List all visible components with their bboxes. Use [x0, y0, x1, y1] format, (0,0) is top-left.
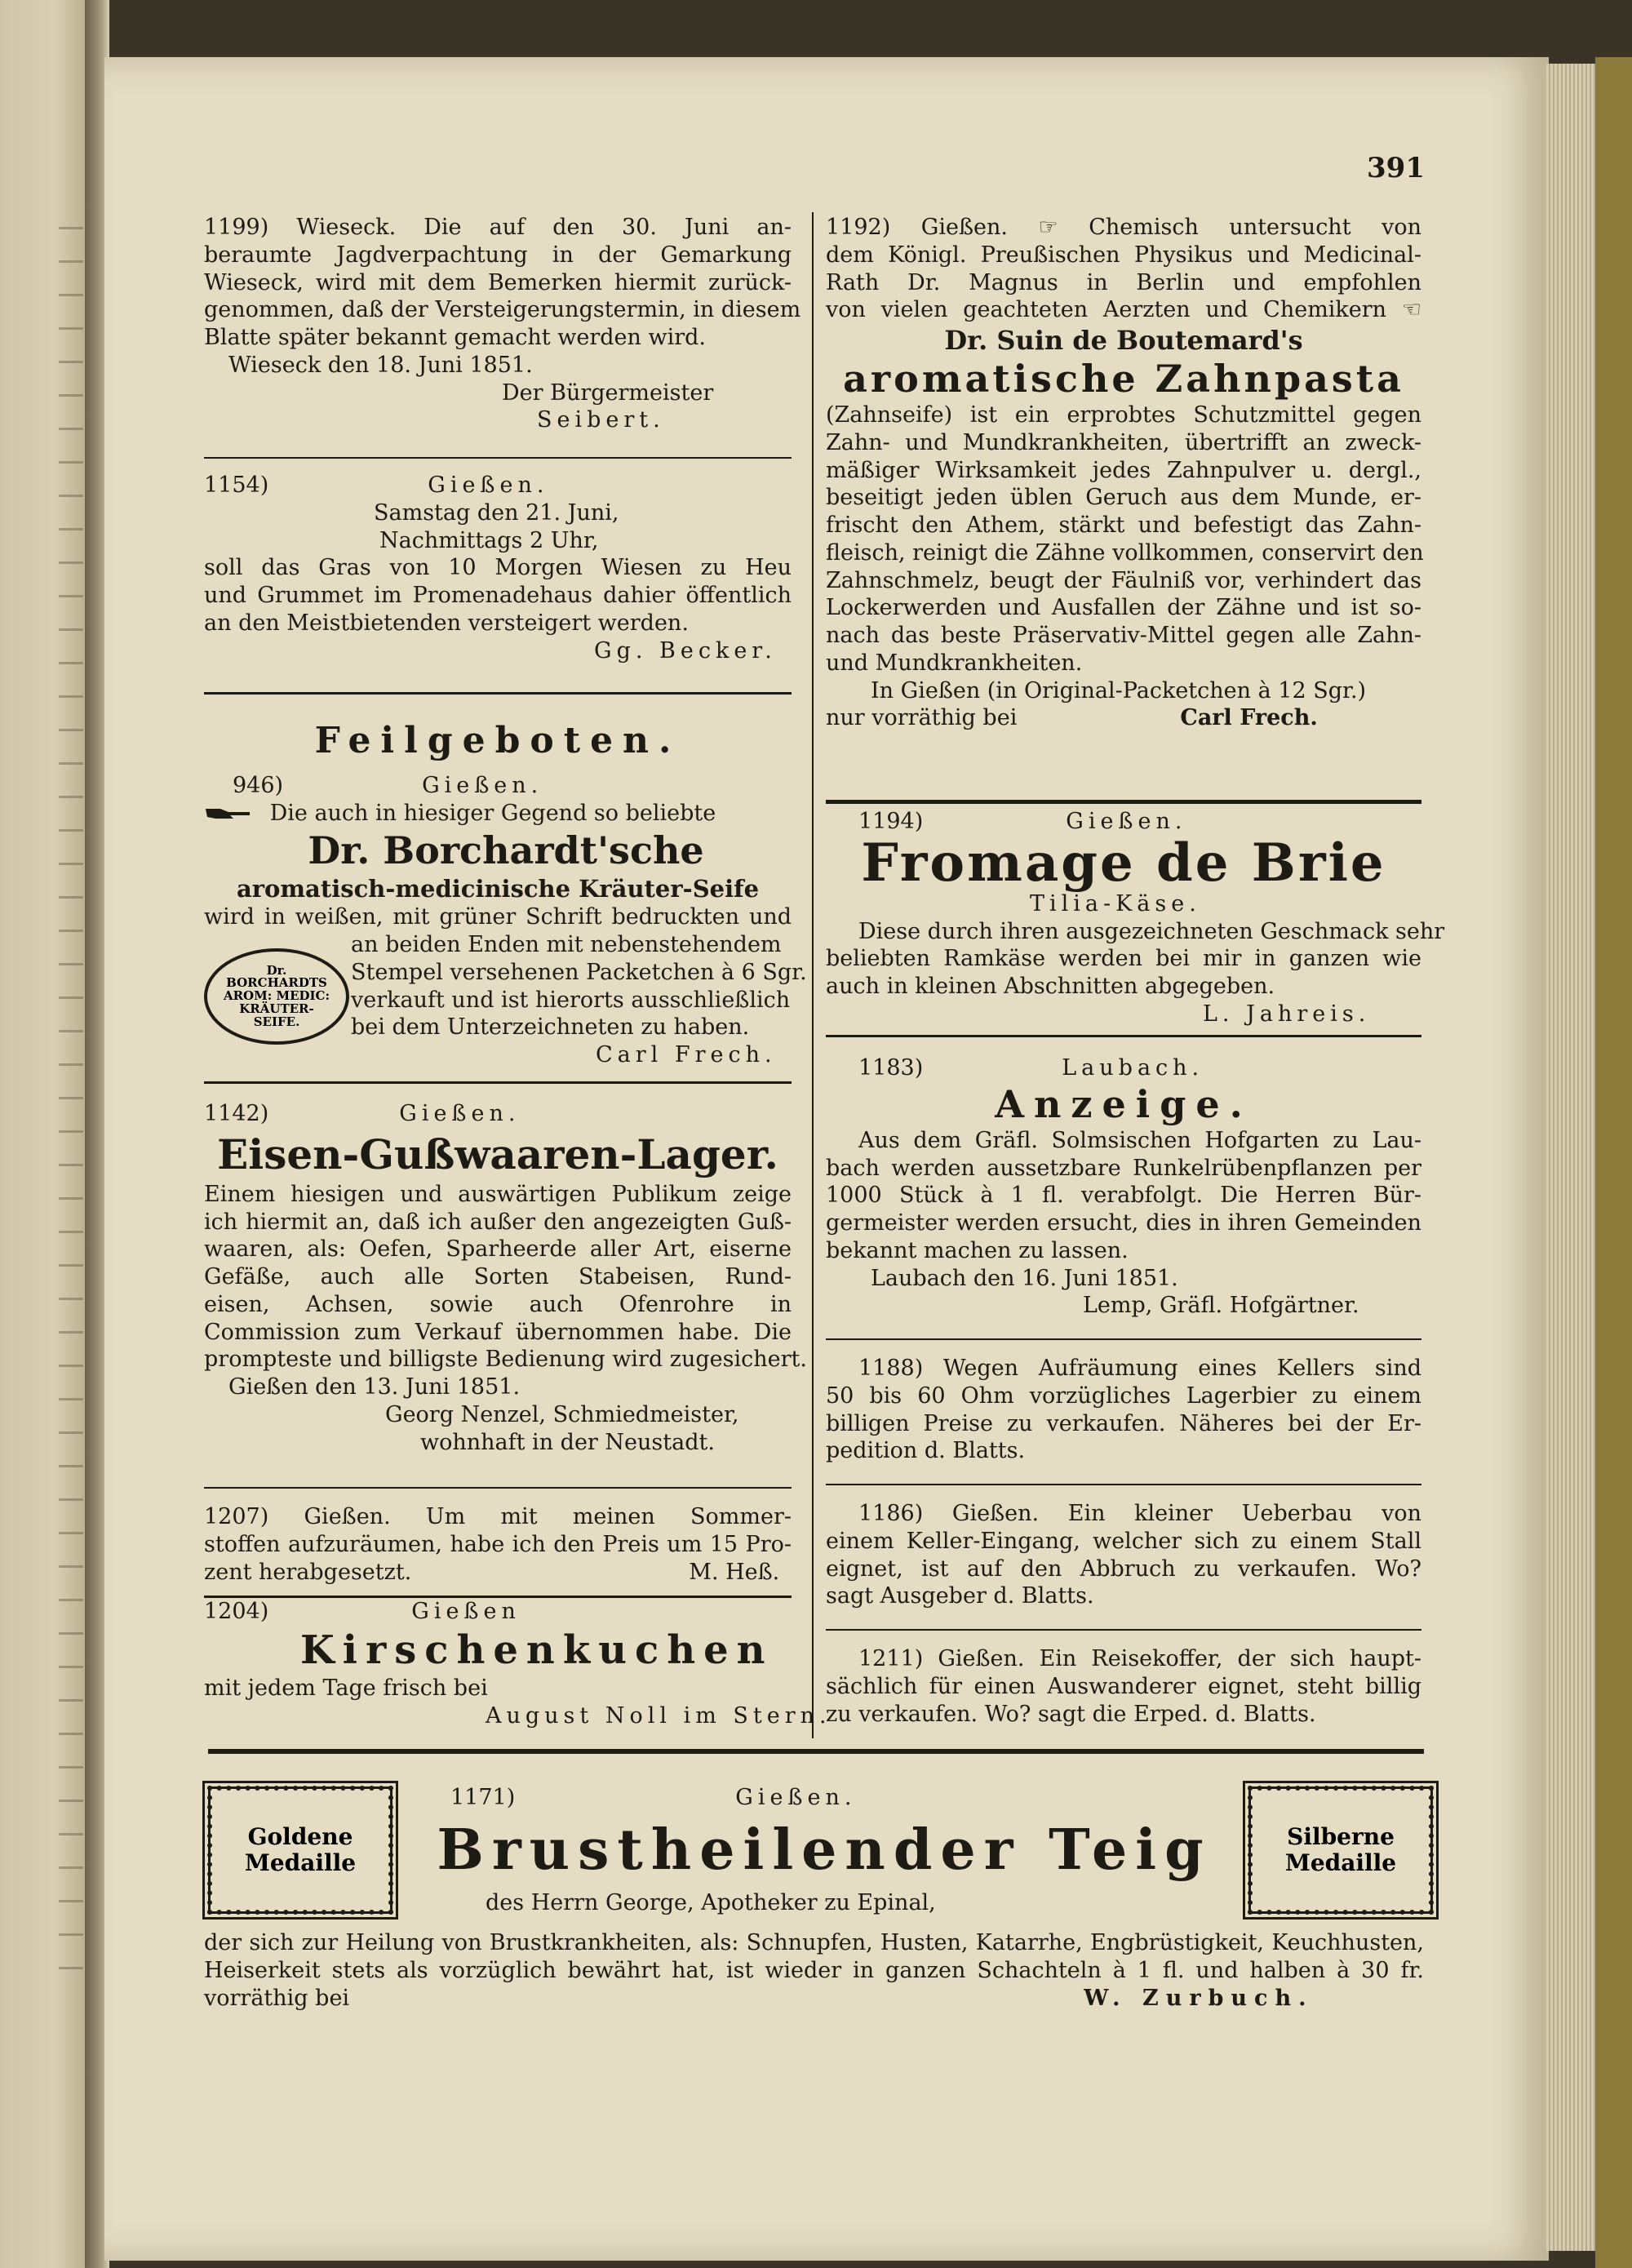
- ad-title: Fromage de Brie: [861, 832, 1386, 894]
- ad-line: [204, 1559, 792, 1587]
- ad-subtitle: aromatisch-medicinische Kräuter-Seife: [236, 875, 760, 903]
- separator-rule: [826, 1338, 1421, 1340]
- ad-line: mit jedem Tage frisch bei: [204, 1675, 488, 1701]
- stamp-text: Dr.: [266, 962, 287, 978]
- ad-line: sagt Ausgeber d. Blatts.: [826, 1583, 1094, 1609]
- ad-line: eignet, ist auf den Abbruch zu verkaufen. Wo?: [826, 1556, 1421, 1582]
- ad-title: Dr. Suin de Boutemard's: [944, 325, 1303, 356]
- ad-line: Nachmittags 2 Uhr,: [379, 527, 599, 553]
- ad-line: verkauft und ist hierorts ausschließlich: [351, 987, 791, 1013]
- ad-place: Laubach.: [1062, 1055, 1204, 1081]
- ad-place: Gießen.: [1066, 809, 1187, 834]
- ad-line: ich hiermit an, daß ich außer den angezeigten Guß-: [204, 1209, 792, 1235]
- ad-line: Diese durch ihren ausgezeichneten Geschmack sehr: [858, 918, 1445, 944]
- ad-line: eisen, Achsen, sowie auch Ofenrohre in: [204, 1291, 792, 1317]
- separator-rule: [826, 1035, 1421, 1037]
- ad-signature: Der Bürgermeister: [502, 379, 714, 406]
- ad-number: 1171): [450, 1785, 516, 1810]
- column-divider: [812, 212, 814, 1738]
- ad-line: 50 bis 60 Ohm vorzügliches Lagerbier zu einem: [826, 1383, 1421, 1409]
- ad-1183: [826, 1054, 1421, 1320]
- ad-line-text: vorräthig bei: [204, 1985, 350, 2011]
- ad-place: Gießen: [411, 1599, 521, 1624]
- ad-signature: wohnhaft in der Neustadt.: [420, 1429, 715, 1455]
- ad-subtitle: Tilia-Käse.: [1030, 890, 1201, 917]
- ad-line-text: nur vorräthig bei: [826, 705, 1018, 731]
- ad-number: 1183): [858, 1055, 924, 1081]
- stamp-text: AROM: MEDIC:: [223, 988, 330, 1004]
- ad-signature: W. Zurbuch.: [1084, 1985, 1314, 2011]
- ad-title: Brustheilender Teig: [437, 1817, 1212, 1883]
- ad-header: [424, 1784, 1224, 1812]
- medal-text: Goldene: [247, 1822, 353, 1850]
- ad-title: Anzeige.: [995, 1081, 1253, 1126]
- ad-line: Lockerwerden und Ausfallen der Zähne und ist so-: [826, 595, 1421, 621]
- pointing-hand-icon: [204, 806, 253, 822]
- ad-signature: Seibert.: [537, 407, 665, 433]
- ad-line: mäßiger Wirksamkeit jedes Zahnpulver u. dergl.,: [826, 457, 1421, 483]
- ad-number: 946): [233, 773, 284, 798]
- ad-signature: M. Heß.: [689, 1559, 780, 1585]
- ad-line: zu verkaufen. Wo? sagt die Erped. d. Blatts.: [826, 1701, 1316, 1727]
- ad-line: Heiserkeit stets als vorzüglich bewährt hat, ist wieder in ganzen Schachteln à 1 fl. und halben à 30 fr.: [204, 1957, 1424, 1983]
- ad-line: waaren, als: Oefen, Sparheerde aller Art, eiserne: [204, 1236, 792, 1263]
- ad-signature: Carl Frech.: [596, 1042, 777, 1067]
- ad-1211: [826, 1645, 1421, 1728]
- separator-rule: [204, 692, 792, 695]
- ad-line: beraumte Jagdverpachtung in der Gemarkung: [204, 242, 792, 268]
- left-page-edge: [0, 0, 90, 2268]
- ad-place: Gießen.: [422, 773, 543, 798]
- ad-line: der sich zur Heilung von Brustkrankheiten, als: Schnupfen, Husten, Katarrhe, Engbrüstigkeit, Keuchhusten,: [204, 1930, 1424, 1955]
- ad-line: pedition d. Blatts.: [826, 1438, 1026, 1464]
- ad-line: und Grummet im Promenadehaus dahier öffentlich: [204, 583, 792, 608]
- ad-line: an den Meistbietenden versteigert werden.: [204, 610, 689, 636]
- separator-rule: [204, 1487, 792, 1489]
- ad-date: Gießen den 13. Juni 1851.: [228, 1374, 521, 1400]
- ad-line: bei dem Unterzeichneten zu haben.: [351, 1014, 750, 1041]
- separator-rule: [826, 1629, 1421, 1631]
- separator-rule: [204, 1081, 792, 1084]
- ad-1188: [826, 1355, 1421, 1465]
- ad-line: 1207) Gießen. Um mit meinen Sommer-: [204, 1504, 792, 1529]
- ad-1142: [204, 1100, 807, 1456]
- ad-line: Gefäße, auch alle Sorten Stabeisen, Rund-: [204, 1264, 792, 1289]
- ad-intro: Die auch in hiesiger Gegend so beliebte: [269, 800, 716, 826]
- ad-line: Stempel versehenen Packetchen à 6 Sgr.: [351, 959, 807, 985]
- ad-line: 1199) Wieseck. Die auf den 30. Juni an-: [204, 215, 792, 240]
- stamp-text: SEIFE.: [253, 1014, 300, 1029]
- ad-line: Zahnschmelz, beugt der Fäulniß vor, verhindert das: [826, 567, 1421, 593]
- ad-line: billigen Preise zu verkaufen. Näheres bei der Er-: [826, 1410, 1421, 1436]
- page-stack-edge: [1546, 64, 1595, 2251]
- silver-medal-badge: [1243, 1781, 1439, 1920]
- ad-line: und Mundkrankheiten.: [826, 650, 1083, 676]
- ad-signature: August Noll im Stern.: [486, 1702, 832, 1729]
- ad-signature: Gg. Becker.: [594, 637, 777, 664]
- ad-title: Kirschenkuchen: [300, 1627, 774, 1673]
- ad-place: Gießen.: [399, 1101, 521, 1126]
- ad-line: bach werden aussetzbare Runkelrübenpflanzen per: [826, 1155, 1421, 1181]
- ad-1207: [204, 1503, 792, 1586]
- ad-header: [204, 1100, 792, 1128]
- ad-line: Rath Dr. Magnus in Berlin und empfohlen: [826, 269, 1421, 295]
- ad-line: wird in weißen, mit grüner Schrift bedruckten und: [204, 904, 792, 930]
- ad-line: 1188) Wegen Aufräumung eines Kellers sind: [858, 1356, 1421, 1381]
- ad-line: Blatte später bekannt gemacht werden wird.: [204, 325, 706, 350]
- ad-1194: [826, 808, 1445, 1028]
- ad-line: Wieseck, wird mit dem Bemerken hiermit zurück-: [204, 269, 792, 295]
- ad-signature: Georg Nenzel, Schmiedmeister,: [385, 1401, 739, 1427]
- ad-title: aromatische Zahnpasta: [843, 357, 1404, 401]
- ad-place: Gießen.: [735, 1785, 857, 1810]
- ad-line: 1192) Gießen. ☞ Chemisch untersucht von: [826, 215, 1421, 240]
- ad-line: Zahn- und Mundkrankheiten, übertrifft an zweck-: [826, 429, 1421, 455]
- ad-number: 1194): [858, 809, 924, 834]
- ad-header: [204, 772, 792, 800]
- ad-date: Wieseck den 18. Juni 1851.: [228, 352, 533, 378]
- ad-1154: [204, 472, 792, 664]
- stamp-text: BORCHARDTS: [226, 975, 327, 991]
- ad-line: (Zahnseife) ist ein erprobtes Schutzmittel gegen: [826, 402, 1421, 428]
- ad-1192: [826, 214, 1424, 732]
- ad-header: [826, 1054, 1421, 1082]
- separator-rule: [826, 1484, 1421, 1485]
- separator-rule: [204, 457, 792, 459]
- ad-line: auch in kleinen Abschnitten abgegeben.: [826, 974, 1275, 1000]
- separator-rule: [208, 1749, 1424, 1754]
- ad-line: prompteste und billigste Bedienung wird zugesichert.: [204, 1347, 807, 1373]
- ad-line: genommen, daß der Versteigerungstermin, in diesem: [204, 297, 801, 323]
- ad-signature: Carl Frech.: [1180, 705, 1318, 731]
- ad-line: In Gießen (in Original-Packetchen à 12 Sgr.): [871, 677, 1367, 703]
- ad-title: Dr. Borchardt'sche: [308, 828, 704, 872]
- ad-number: 1204): [204, 1599, 269, 1624]
- ad-line: an beiden Enden mit nebenstehendem: [351, 932, 782, 957]
- ad-line: 1186) Gießen. Ein kleiner Ueberbau von: [858, 1501, 1421, 1526]
- ad-line: Commission zum Verkauf übernommen habe. Die: [204, 1319, 792, 1345]
- ad-title: Eisen-Gußwaaren-Lager.: [217, 1130, 778, 1178]
- page-number: 391: [1367, 152, 1425, 184]
- ad-line: nach das beste Präservativ-Mittel gegen alle Zahn-: [826, 623, 1421, 649]
- ad-line: stoffen aufzuräumen, habe ich den Preis um 15 Pro-: [204, 1531, 792, 1557]
- ad-header: [204, 1598, 792, 1626]
- book-cover-edge: [1595, 57, 1632, 2268]
- soap-stamp-seal: [204, 948, 349, 1045]
- section-feilgeboten: [204, 718, 792, 763]
- ad-line: 1211) Gießen. Ein Reisekoffer, der sich haupt-: [858, 1646, 1421, 1671]
- ad-1171-header: [424, 1784, 1224, 1917]
- medal-text: Silberne: [1287, 1822, 1395, 1850]
- ad-1171-body: [204, 1929, 1424, 2012]
- ad-line: einem Keller-Eingang, welcher sich zu einem Stall: [826, 1528, 1421, 1554]
- ad-1199: [204, 214, 801, 434]
- ad-date: Laubach den 16. Juni 1851.: [871, 1265, 1178, 1291]
- ad-line: beliebten Ramkäse werden bei mir in ganzen wie: [826, 946, 1421, 972]
- ad-1204: [204, 1598, 832, 1729]
- ad-line: 1000 Stück à 1 fl. verabfolgt. Die Herren Bür-: [826, 1183, 1421, 1209]
- gold-medal-badge: [202, 1781, 398, 1920]
- ad-line: frischt den Athem, stärkt und befestigt das Zahn-: [826, 513, 1421, 539]
- separator-rule: [826, 800, 1421, 804]
- ad-line: Aus dem Gräfl. Solmsischen Hofgarten zu Lau-: [858, 1127, 1421, 1153]
- ad-line: germeister werden ersucht, dies in ihren Gemeinden: [826, 1210, 1421, 1236]
- ad-line: soll das Gras von 10 Morgen Wiesen zu Heu: [204, 555, 792, 581]
- ad-line: Einem hiesigen und auswärtigen Publikum zeige: [204, 1181, 792, 1207]
- medal-text: Medaille: [1284, 1849, 1397, 1876]
- stamp-text: KRÄUTER-: [239, 1001, 314, 1016]
- ad-byline: des Herrn George, Apotheker zu Epinal,: [486, 1889, 936, 1915]
- ad-header: [826, 808, 1421, 836]
- ad-line: [204, 1985, 1424, 2013]
- ad-line: von vielen geachteten Aerzten und Chemikern ☜: [826, 297, 1421, 323]
- section-heading: Feilgeboten.: [314, 720, 681, 761]
- ad-line-text: zent herabgesetzt.: [204, 1559, 412, 1585]
- ad-line: beseitigt jeden üblen Geruch aus dem Munde, er-: [826, 485, 1421, 511]
- ad-line: fleisch, reinigt die Zähne vollkommen, conservirt den: [826, 539, 1424, 566]
- ad-line: dem Königl. Preußischen Physikus und Medicinal-: [826, 242, 1421, 268]
- ad-place: Gießen.: [428, 473, 549, 498]
- ad-line: [826, 704, 1421, 732]
- ad-number: 1154): [204, 473, 269, 498]
- ad-line: bekannt machen zu lassen.: [826, 1237, 1129, 1263]
- ad-signature: Lemp, Gräfl. Hofgärtner.: [1083, 1293, 1359, 1319]
- ad-signature: L. Jahreis.: [1203, 1001, 1371, 1027]
- ad-header: [204, 472, 792, 499]
- medal-text: Medaille: [244, 1849, 357, 1876]
- ad-line: sächlich für einen Auswanderer eignet, steht billig: [826, 1673, 1421, 1699]
- ad-line: Samstag den 21. Juni,: [374, 499, 619, 526]
- ad-number: 1142): [204, 1101, 269, 1126]
- ad-1186: [826, 1500, 1421, 1610]
- ad-line: [204, 800, 792, 828]
